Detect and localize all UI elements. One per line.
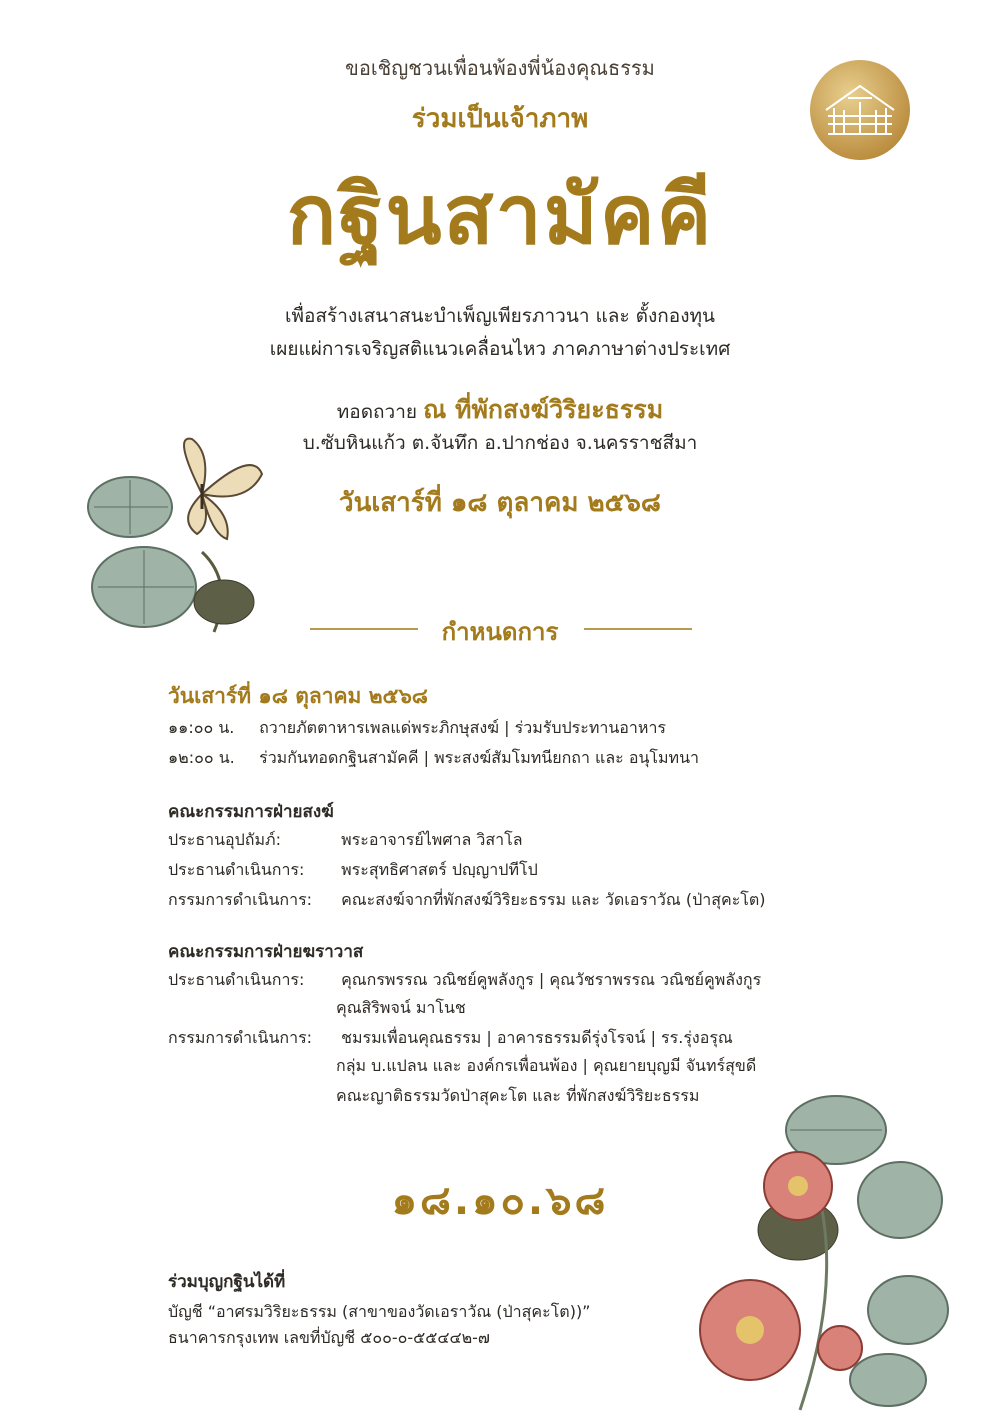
role-label: ประธานดำเนินการ: [168, 970, 305, 989]
offering-prefix: ทอดถวาย [336, 401, 418, 423]
donation-heading: ร่วมบุญกฐินได้ที่ [168, 1272, 286, 1292]
event-date: วันเสาร์ที่ ๑๘ ตุลาคม ๒๕๖๘ [339, 488, 661, 518]
schedule-text: ร่วมกันทอดกฐินสามัคคี | พระสงฆ์สัมโมทนียกถา และ อนุโมทนา [259, 748, 700, 767]
role-names-continued: กลุ่ม บ.แปลน และ องค์กรเพื่อนพ้อง | คุณยายบุญมี จันทร์สุขดี [336, 1056, 757, 1075]
committee-role-row [168, 968, 761, 993]
committee-role-row [168, 1026, 733, 1051]
role-label: กรรมการดำเนินการ: [168, 1028, 313, 1047]
lay-committee-heading: คณะกรรมการฝ่ายฆราวาส [168, 942, 364, 962]
offering-place: ณ ที่พักสงฆ์วิริยะธรรม [423, 395, 664, 424]
role-names-continued: คณะญาติธรรมวัดป่าสุคะโต และ ที่พักสงฆ์วิริยะธรรม [336, 1086, 700, 1105]
schedule-item [168, 746, 699, 771]
event-title: กฐินสามัคคี [286, 167, 714, 263]
committee-role-row [168, 888, 766, 913]
invite-line: ขอเชิญชวนเพื่อนพ้องพี่น้องคุณธรรม [345, 56, 655, 80]
role-names: ชมรมเพื่อนคุณธรรม | อาคารธรรมดีรุ่งโรจน์ | รร.รุ่งอรุณ [341, 1028, 733, 1047]
donation-bank: ธนาคารกรุงเทพ เลขที่บัญชี ๕๐๐-๐-๕๕๔๔๒-๗ [168, 1328, 490, 1347]
role-names: พระสุทธิศาสตร์ ปญฺญาปทีโป [341, 860, 538, 879]
committee-role-row [168, 828, 523, 853]
role-names: คุณกรพรรณ วณิชย์คูพลังกูร | คุณวัชราพรรณ วณิชย์คูพลังกูร [341, 970, 762, 989]
committee-role-row [168, 858, 538, 883]
purpose-text [0, 300, 1000, 366]
schedule-date: วันเสาร์ที่ ๑๘ ตุลาคม ๒๕๖๘ [168, 684, 428, 708]
schedule-text: ถวายภัตตาหารเพลแด่พระภิกษุสงฆ์ | ร่วมรับประทานอาหาร [259, 718, 667, 737]
role-names: พระอาจารย์ไพศาล วิสาโล [341, 830, 523, 849]
role-names-continued: คุณสิริพจน์ มาโนช [336, 998, 466, 1017]
schedule-time: ๑๑:๐๐ น. [168, 718, 235, 737]
divider-right [584, 628, 692, 630]
flower-illustration [650, 1090, 950, 1414]
monastic-committee-heading: คณะกรรมการฝ่ายสงฆ์ [168, 802, 334, 822]
offering-address: บ.ซับหินแก้ว ต.จันทึก อ.ปากช่อง จ.นครราชสีมา [302, 432, 698, 454]
offering-line [0, 390, 1000, 430]
purpose-line-1: เพื่อสร้างเสนาสนะบำเพ็ญเพียรภาวนา และ ตั้งกองทุน [284, 305, 716, 327]
schedule-item [168, 716, 666, 741]
purpose-line-2: เผยแผ่การเจริญสติแนวเคลื่อนไหว ภาคภาษาต่างประเทศ [269, 338, 731, 360]
join-host-line: ร่วมเป็นเจ้าภาพ [411, 104, 589, 134]
role-names: คณะสงฆ์จากที่พักสงฆ์วิริยะธรรม และ วัดเอราวัณ (ป่าสุคะโต) [341, 890, 766, 909]
role-label: ประธานดำเนินการ: [168, 860, 305, 879]
schedule-time: ๑๒:๐๐ น. [168, 748, 235, 767]
schedule-heading: กำหนดการ [441, 618, 559, 646]
role-label: กรรมการดำเนินการ: [168, 890, 313, 909]
role-label: ประธานอุปถัมภ์: [168, 830, 281, 849]
butterfly-illustration [84, 432, 284, 642]
short-date: ๑๘.๑๐.๖๘ [391, 1178, 609, 1224]
donation-account: บัญชี “อาศรมวิริยะธรรม (สาขาของวัดเอราวัณ (ป่าสุคะโต))” [168, 1302, 591, 1321]
